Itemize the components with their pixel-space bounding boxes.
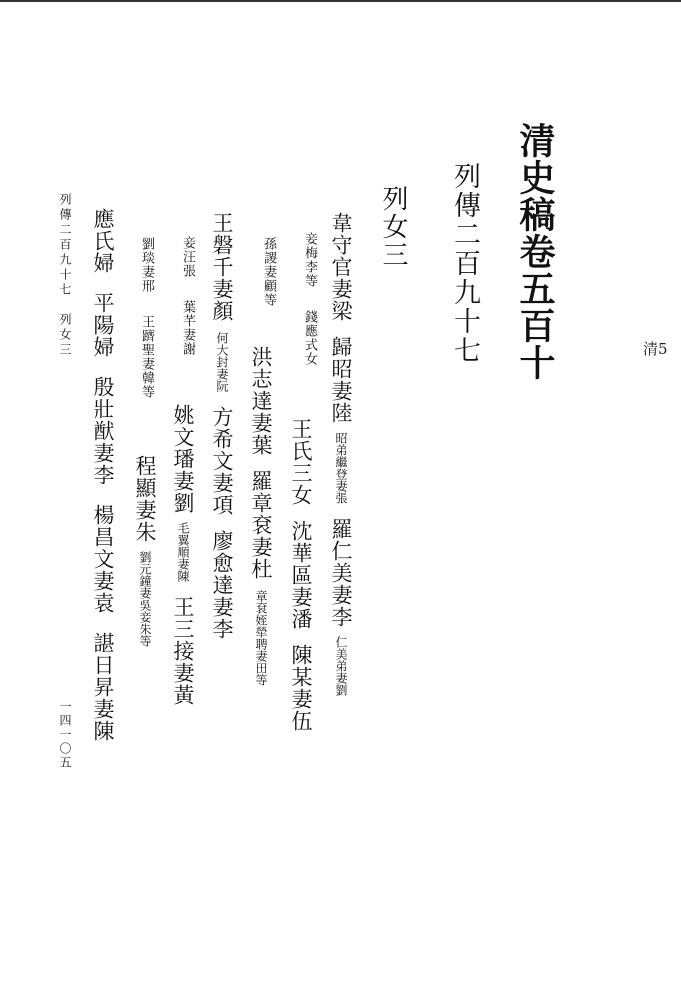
entry-column-7	[178, 236, 197, 356]
entry-name: 方希文妻項	[210, 406, 234, 516]
entry-name: 王氏三女	[289, 418, 313, 506]
entry-name: 廖愈達妻李	[210, 530, 234, 640]
entry-name: 歸昭妻陸	[329, 336, 353, 424]
entry-name: 韋守官妻梁	[329, 212, 353, 322]
entry-name: 楊昌文妻袁	[91, 504, 115, 614]
entry-annotation: 妾汪張	[180, 236, 195, 278]
entry-annotation: 昭弟繼登妻張	[334, 432, 348, 504]
entry-name: 羅仁美妻李	[329, 518, 353, 628]
entry-column-11	[88, 208, 118, 742]
entry-annotation: 葉芊妻謝	[180, 300, 195, 356]
entry-annotation: 孫謖妻顧等	[261, 237, 276, 307]
section-heading: 列女三	[378, 185, 408, 269]
entry-column-8	[168, 404, 198, 706]
entry-column-1	[326, 212, 356, 696]
top-border-line	[0, 0, 681, 2]
margin-handwritten-mark: 清5	[643, 340, 668, 358]
entry-name: 諶日昇妻陳	[91, 632, 115, 742]
entry-annotation: 王躋聖妻韓等	[139, 315, 154, 399]
running-head: 列傳二百九十七 列女三	[58, 193, 72, 358]
entry-column-2	[300, 232, 319, 366]
entry-name: 平陽婦	[91, 292, 115, 358]
entry-annotation: 劉元鐘妻吳妾朱等	[138, 551, 152, 647]
entry-column-3	[286, 418, 316, 732]
entry-annotation: 仁美弟妻劉	[334, 636, 348, 696]
entry-name: 王三接妻黃	[171, 596, 195, 706]
entry-name: 羅章袞妻杜	[249, 470, 273, 580]
entry-name: 殷壯猷妻李	[91, 376, 115, 486]
entry-name: 陳某妻伍	[289, 644, 313, 732]
entry-name: 程顯妻朱	[133, 455, 157, 543]
entry-name: 應氏婦	[91, 208, 115, 274]
page-number: 一四一〇五	[58, 700, 72, 770]
entry-column-6	[207, 212, 237, 640]
entry-column-5	[246, 346, 276, 686]
entry-column-4	[259, 237, 278, 307]
volume-title: 清史稿卷五百十	[514, 122, 556, 381]
entry-annotation: 毛翼順妻陳	[176, 522, 190, 582]
chapter-subtitle: 列傳二百九十七	[449, 162, 480, 365]
entry-name: 王磐千妻顏	[210, 212, 234, 322]
entry-annotation: 錢應式女	[302, 310, 317, 366]
entry-annotation: 妾梅李等	[302, 232, 317, 288]
entry-annotation: 劉琰妻邢	[139, 237, 154, 293]
entry-name: 姚文璠妻劉	[171, 404, 195, 514]
entry-name: 沈華區妻潘	[289, 520, 313, 630]
entry-column-9	[137, 237, 156, 399]
entry-annotation: 章袞姪犖聘妻田等	[254, 590, 268, 686]
entry-column-10	[130, 455, 160, 647]
entry-name: 洪志達妻葉	[249, 346, 273, 456]
entry-annotation: 何大封妻阮	[215, 332, 229, 392]
